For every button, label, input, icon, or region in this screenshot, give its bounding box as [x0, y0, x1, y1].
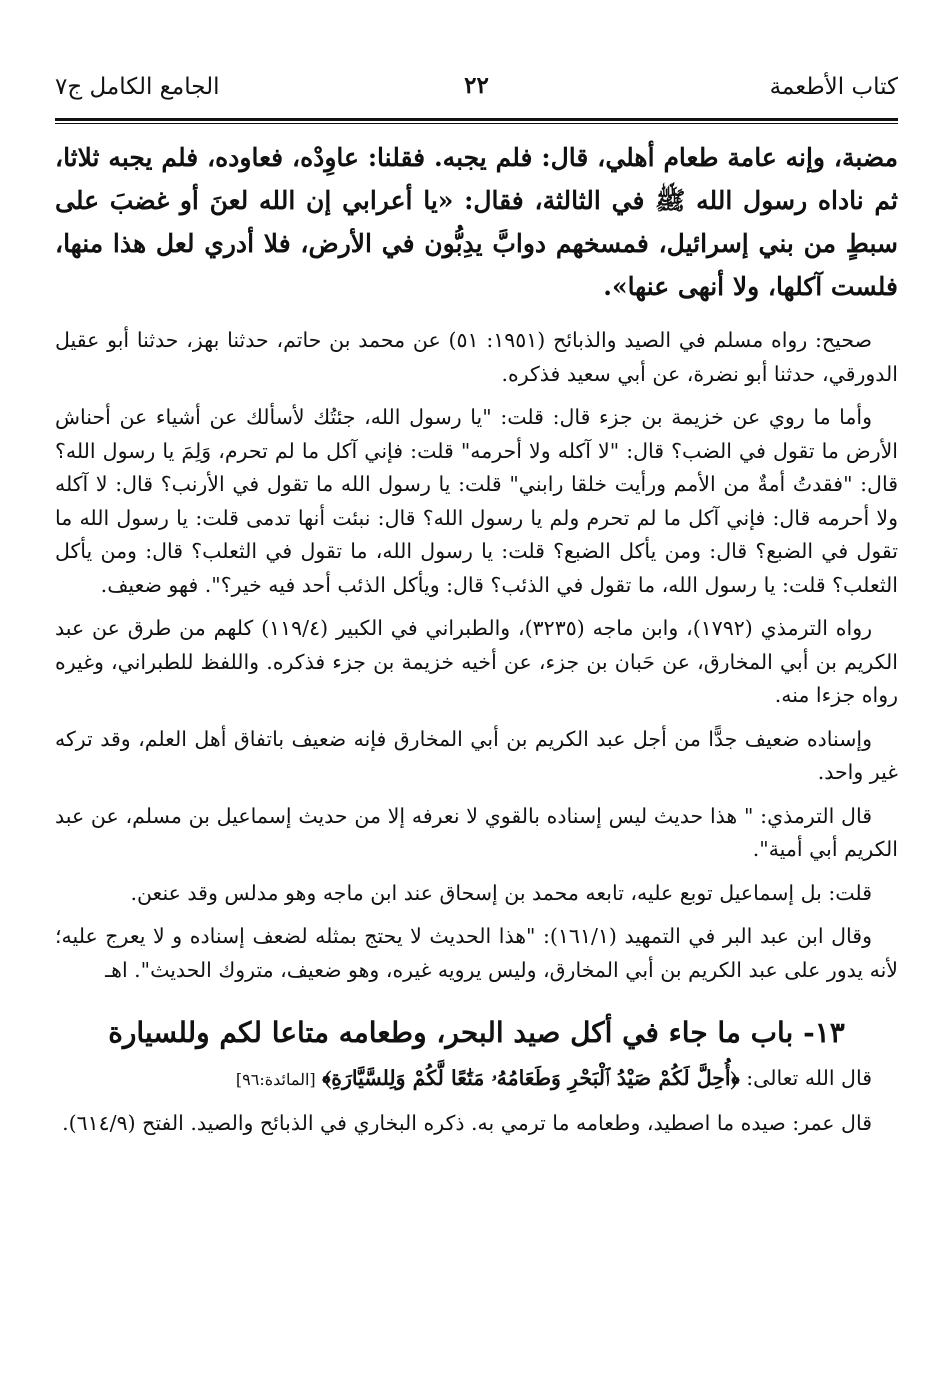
quran-reference: [المائدة:٩٦] [235, 1070, 316, 1089]
paragraph-takhrij-tirmidhi: رواه الترمذي (١٧٩٢)، وابن ماجه (٣٢٣٥)، والطبراني في الكبير (١١٩/٤) كلهم من طرق عن عبد الكريم بن أبي المخارق، عن حَبان بن جزء، عن أخيه خزيمة بن جزء فذكره. واللفظ للطبراني، وغيره رواه جزءا منه. [55, 616, 898, 707]
paragraph-umar-saying: قال عمر: صيده ما اصطيد، وطعامه ما ترمي به. ذكره البخاري في الذبائح والصيد. الفتح (٦١٤/٩). [62, 1111, 872, 1135]
paragraph-takhrij-muslim: صحيح: رواه مسلم في الصيد والذبائح (١٩٥١: ٥١) عن محمد بن حاتم، حدثنا بهز، حدثنا أبو عقيل الدورقي، حدثنا أبو نضرة، عن أبي سعيد فذكره. [55, 328, 898, 386]
quran-intro: قال الله تعالى: [746, 1066, 872, 1090]
book-page [55, 70, 898, 1370]
quran-verse-line [55, 1061, 898, 1097]
paragraph-ibn-abd-al-barr: وقال ابن عبد البر في التمهيد (١٦١/١): "هذا الحديث لا يحتج بمثله لضعف إسناده و لا يعرج عليه؛ لأنه يدور على عبد الكريم بن أبي المخارق، وليس يرويه غيره، وهو ضعيف، متروك الحديث". اهـ [55, 924, 898, 982]
header-rule-thick [55, 118, 898, 121]
paragraph-tirmidhi-quote: قال الترمذي: " هذا حديث ليس إسناده بالقوي لا نعرفه إلا من حديث إسماعيل بن مسلم، عن عبد الكريم أبي أمية". [55, 803, 898, 861]
paragraph-isnad-grading: وإسناده ضعيف جدًّا من أجل عبد الكريم بن أبي المخارق فإنه ضعيف باتفاق أهل العلم، وقد تركه غير واحد. [55, 726, 898, 784]
volume-title: الجامع الكامل ج٧ [55, 74, 220, 100]
page-number: ٢٢ [464, 72, 489, 99]
header-rule-thin [55, 123, 898, 124]
page-header [55, 70, 898, 114]
paragraph-khuzaymah-narration: وأما ما روي عن خزيمة بن جزء قال: قلت: "يا رسول الله، جئتُك لأسألك عن أشياء عن أحناش الأرض ما تقول في الضب؟ قال: "لا آكله ولا أحرمه" قلت: فإني آكل ما لم تحرم، وَلِمَ يا رسول الله؟ قال: "فقدتُ أمةٌ من الأمم ورأيت خلقا رابني" قلت: يا رسول الله ما تقول في الأرنب؟ قال: لا آكله ولا أحرمه قال: فإني آكل ما لم تحرم ولم يا رسول الله؟ قال: نبئت أنها تدمى قلت: يا رسول الله ما تقول في الضبع؟ قال: ومن يأكل الضبع؟ قلت: يا رسول الله، ما تقول في الثعلب؟ قال: ومن يأكل الثعلب؟ قلت: يا رسول الله، ما تقول في الذئب؟ قال: ويأكل الذئب أحد فيه خير؟". فهو ضعيف. [55, 405, 898, 597]
quran-ayah: ﴿أُحِلَّ لَكُمْ صَيْدُ ٱلْبَحْرِ وَطَعَامُهُۥ مَتَٰعًا لَّكُمْ وَلِلسَّيَّارَةِ﴾ [322, 1066, 740, 1090]
paragraph-author-note: قلت: بل إسماعيل توبع عليه، تابعه محمد بن إسحاق عند ابن ماجه وهو مدلس وقد عنعن. [130, 880, 872, 905]
hadith-text: مضبة، وإنه عامة طعام أهلي، قال: فلم يجبه. فقلنا: عاوِدْه، فعاوده، فلم يجبه ثلاثا، ثم ناداه رسول الله ﷺ في الثالثة، فقال: «يا أعرابي إن الله لعنَ أو غضبَ على سبطٍ من بني إسرائيل، فمسخهم دوابَّ يدِبُّون في الأرض، فلا أدري لعل هذا منها، فلست آكلها، ولا أنهى عنها». [55, 143, 898, 301]
chapter-heading: ١٣- باب ما جاء في أكل صيد البحر، وطعامه متاعا لكم وللسيارة [108, 1016, 845, 1049]
book-title: كتاب الأطعمة [769, 74, 898, 100]
